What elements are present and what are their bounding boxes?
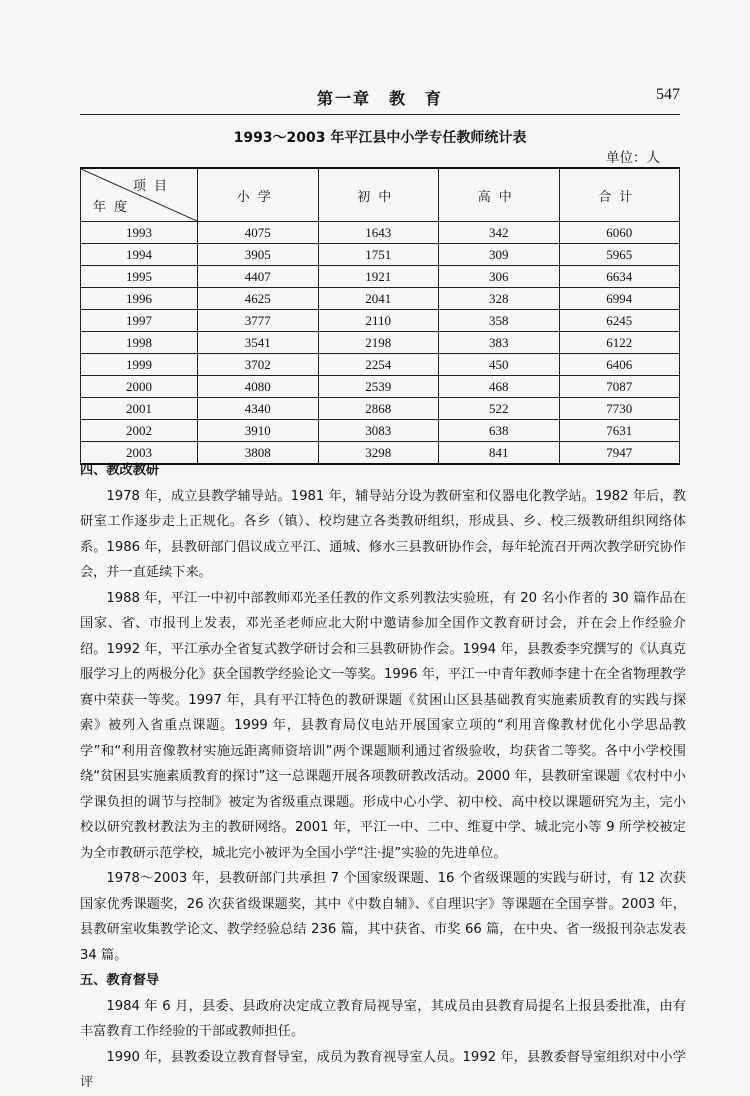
table-title: 1993～2003 年平江县中小学专任教师统计表 xyxy=(233,130,527,146)
teacher-stats-table xyxy=(80,167,680,465)
senior-cell: 841 xyxy=(439,442,560,465)
table-row xyxy=(81,310,680,332)
primary-cell: 4407 xyxy=(198,266,319,288)
senior-cell: 306 xyxy=(439,266,560,288)
year-cell: 1994 xyxy=(81,244,198,266)
primary-cell: 3910 xyxy=(198,420,319,442)
table-row xyxy=(81,376,680,398)
total-cell: 6994 xyxy=(559,288,680,310)
primary-cell: 3702 xyxy=(198,354,319,376)
chapter-title: 第一章 教 育 xyxy=(316,89,443,108)
paragraph: 1984 年 6 月，县委、县政府决定成立教育局视导室，其成员由县教育局提名上报县委批准，由有丰富教育工作经验的干部或教师担任。 xyxy=(80,998,686,1039)
senior-cell: 383 xyxy=(439,332,560,354)
junior-cell: 2539 xyxy=(318,376,439,398)
page-number: 547 xyxy=(656,86,680,103)
primary-cell: 3905 xyxy=(198,244,319,266)
primary-cell: 3808 xyxy=(198,442,319,465)
total-cell: 7087 xyxy=(559,376,680,398)
year-cell: 1998 xyxy=(81,332,198,354)
senior-cell: 522 xyxy=(439,398,560,420)
column-header-primary: 小学 xyxy=(198,168,319,222)
primary-cell: 4075 xyxy=(198,222,319,244)
senior-cell: 342 xyxy=(439,222,560,244)
section-heading-teaching-research: 四、教改教研 xyxy=(80,463,160,478)
total-cell: 7730 xyxy=(559,398,680,420)
paragraph: 1990 年，县教委设立教育督导室，成员为教育视导室人员。1992 年，县教委督导室组织对中小学评 xyxy=(80,1049,686,1090)
primary-cell: 3777 xyxy=(198,310,319,332)
senior-cell: 328 xyxy=(439,288,560,310)
paragraph: 1978 年，成立县教学辅导站。1981 年，辅导站分设为教研室和仪器电化教学站。1982 年后，教研室工作逐步走上正规化。各乡（镇）、校均建立各类教研组织，形成县、乡、校三级教研组织网络体系。1986 年，县教研部门倡议成立平江、通城、修水三县教研协作会，每年轮流召开两次教学研究协作会，并一直延续下来。 xyxy=(80,488,686,580)
junior-cell: 2868 xyxy=(318,398,439,420)
year-cell: 1993 xyxy=(81,222,198,244)
column-header-junior: 初中 xyxy=(318,168,439,222)
junior-cell: 1643 xyxy=(318,222,439,244)
table-row xyxy=(81,288,680,310)
body-text xyxy=(80,458,686,1096)
junior-cell: 1751 xyxy=(318,244,439,266)
year-cell: 1995 xyxy=(81,266,198,288)
primary-cell: 4625 xyxy=(198,288,319,310)
table-row xyxy=(81,332,680,354)
primary-cell: 3541 xyxy=(198,332,319,354)
junior-cell: 2041 xyxy=(318,288,439,310)
paragraph: 1978～2003 年，县教研部门共承担 7 个国家级课题、16 个省级课题的实践与研讨，有 12 次获国家优秀课题奖，26 次获省级课题奖，其中《中数自辅》、《自理识字》等课题在全国享誉。2003 年，县教研室收集教学论文、教学经验总结 236 篇，其中获省、市奖 66 篇，在中央、省一级报刊杂志发表 34 篇。 xyxy=(80,871,686,963)
table-row xyxy=(81,222,680,244)
table-row xyxy=(81,420,680,442)
column-header-senior: 高中 xyxy=(439,168,560,222)
total-cell: 7631 xyxy=(559,420,680,442)
table-row xyxy=(81,354,680,376)
total-cell: 6406 xyxy=(559,354,680,376)
year-cell: 1999 xyxy=(81,354,198,376)
junior-cell: 2198 xyxy=(318,332,439,354)
senior-cell: 468 xyxy=(439,376,560,398)
junior-cell: 3083 xyxy=(318,420,439,442)
table-row xyxy=(81,398,680,420)
junior-cell: 2110 xyxy=(318,310,439,332)
year-cell: 2003 xyxy=(81,442,198,465)
table-row xyxy=(81,266,680,288)
senior-cell: 450 xyxy=(439,354,560,376)
senior-cell: 358 xyxy=(439,310,560,332)
year-cell: 1997 xyxy=(81,310,198,332)
corner-year-label: 年度 xyxy=(93,200,136,215)
junior-cell: 1921 xyxy=(318,266,439,288)
total-cell: 6060 xyxy=(559,222,680,244)
table-header-row xyxy=(81,168,680,222)
year-cell: 2000 xyxy=(81,376,198,398)
junior-cell: 2254 xyxy=(318,354,439,376)
table-row xyxy=(81,244,680,266)
year-cell: 2002 xyxy=(81,420,198,442)
column-header-total: 合计 xyxy=(559,168,680,222)
senior-cell: 638 xyxy=(439,420,560,442)
junior-cell: 3298 xyxy=(318,442,439,465)
corner-header-cell xyxy=(81,168,198,222)
total-cell: 5965 xyxy=(559,244,680,266)
table-unit: 单位：人 xyxy=(606,150,660,166)
year-cell: 1996 xyxy=(81,288,198,310)
primary-cell: 4080 xyxy=(198,376,319,398)
total-cell: 6634 xyxy=(559,266,680,288)
total-cell: 7947 xyxy=(559,442,680,465)
corner-item-label: 项目 xyxy=(132,179,175,194)
section-heading-supervision: 五、教育督导 xyxy=(80,973,160,988)
senior-cell: 309 xyxy=(439,244,560,266)
total-cell: 6245 xyxy=(559,310,680,332)
page-header xyxy=(80,86,680,115)
year-cell: 2001 xyxy=(81,398,198,420)
paragraph: 1988 年，平江一中初中部教师邓光圣任教的作文系列教法实验班，有 20 名小作者的 30 篇作品在国家、省、市报刊上发表，邓光圣老师应北大附中邀请参加全国作文教育研讨会，并在会上作经验介绍。1992 年，平江承办全省复式教学研讨会和三县教研协作会。1994 年，县教委李究撰写的《认真克服学习上的两极分化》获全国教学经验论文一等奖。1996 年，平江一中青年教师李建十在全省物理教学赛中荣获一等奖。1997 年，具有平江特色的教研课题《贫困山区县基础教育实施素质教育的实践与探索》被列入省重点课题。1999 年，县教育局仪电站开展国家立项的“利用音像教材优化小学思品教学”和“利用音像教材实施远距离师资培训”两个课题顺利通过省级验收，均获省二等奖。各中小学校围绕“贫困县实施素质教育的探讨”这一总课题开展各项教研教改活动。2000 年，县教研室课题《农村中小学课负担的调节与控制》被定为省级重点课题。形成中心小学、初中校、高中校以课题研究为主，完小校以研究教材教法为主的教研网络。2001 年，平江一中、二中、维夏中学、城北完小等 9 所学校被定为全市教研示范学校，城北完小被评为全国小学“注·提”实验的先进单位。 xyxy=(80,590,686,861)
total-cell: 6122 xyxy=(559,332,680,354)
primary-cell: 4340 xyxy=(198,398,319,420)
